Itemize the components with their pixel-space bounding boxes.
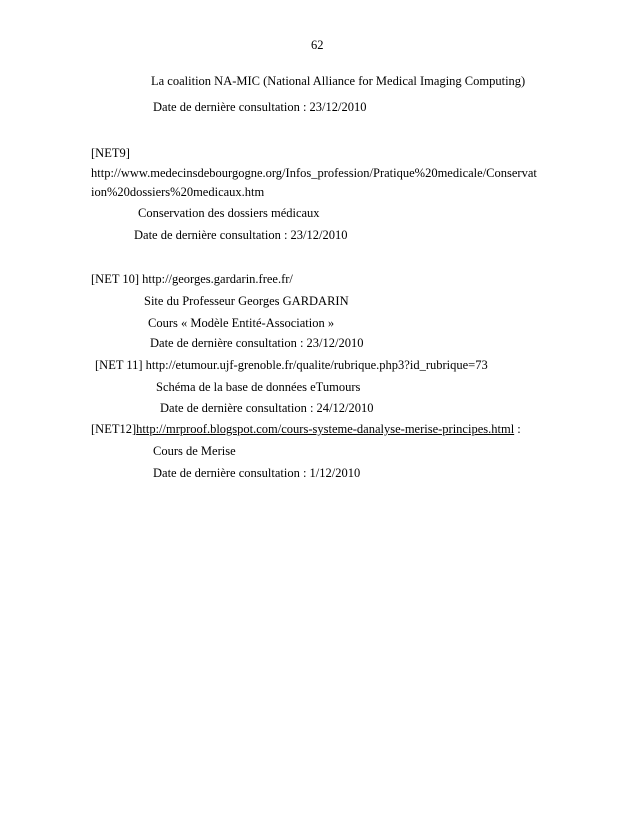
reference-namic-date: Date de dernière consultation : 23/12/2010 [153,100,367,114]
reference-net12-date: Date de dernière consultation : 1/12/2010 [153,466,361,480]
reference-net9-url-part1[interactable]: http://www.medecinsdebourgogne.org/Infos_profession/Pratique%20medicale/Conservat [91,166,537,180]
reference-net10-course: Cours « Modèle Entité-Association » [148,316,335,330]
reference-net12-title: Cours de Merise [153,444,236,458]
reference-namic-title: La coalition NA-MIC (National Alliance for Medical Imaging Computing) [151,74,526,88]
reference-net12-label: [NET12] [91,422,137,436]
reference-net12-url[interactable]: http://mrproof.blogspot.com/cours-systeme-danalyse-merise-principes.html [136,422,515,436]
reference-net9-url-part2[interactable]: ion%20dossiers%20medicaux.htm [91,185,265,199]
reference-net11-date: Date de dernière consultation : 24/12/2010 [160,401,374,415]
page-number: 62 [311,38,324,52]
reference-net10-date: Date de dernière consultation : 23/12/2010 [150,336,364,350]
reference-net12-line [91,423,521,436]
reference-net11-label-url[interactable]: [NET 11] http://etumour.ujf-grenoble.fr/qualite/rubrique.php3?id_rubrique=73 [95,358,488,372]
reference-net9-title: Conservation des dossiers médicaux [138,206,320,220]
reference-net12-suffix: : [514,422,521,436]
reference-net10-label-url[interactable]: [NET 10] http://georges.gardarin.free.fr/ [91,272,293,286]
reference-net9-label: [NET9] [91,146,130,160]
reference-net9-date: Date de dernière consultation : 23/12/2010 [134,228,348,242]
reference-net10-site: Site du Professeur Georges GARDARIN [144,294,349,308]
reference-net11-title: Schéma de la base de données eTumours [156,380,361,394]
